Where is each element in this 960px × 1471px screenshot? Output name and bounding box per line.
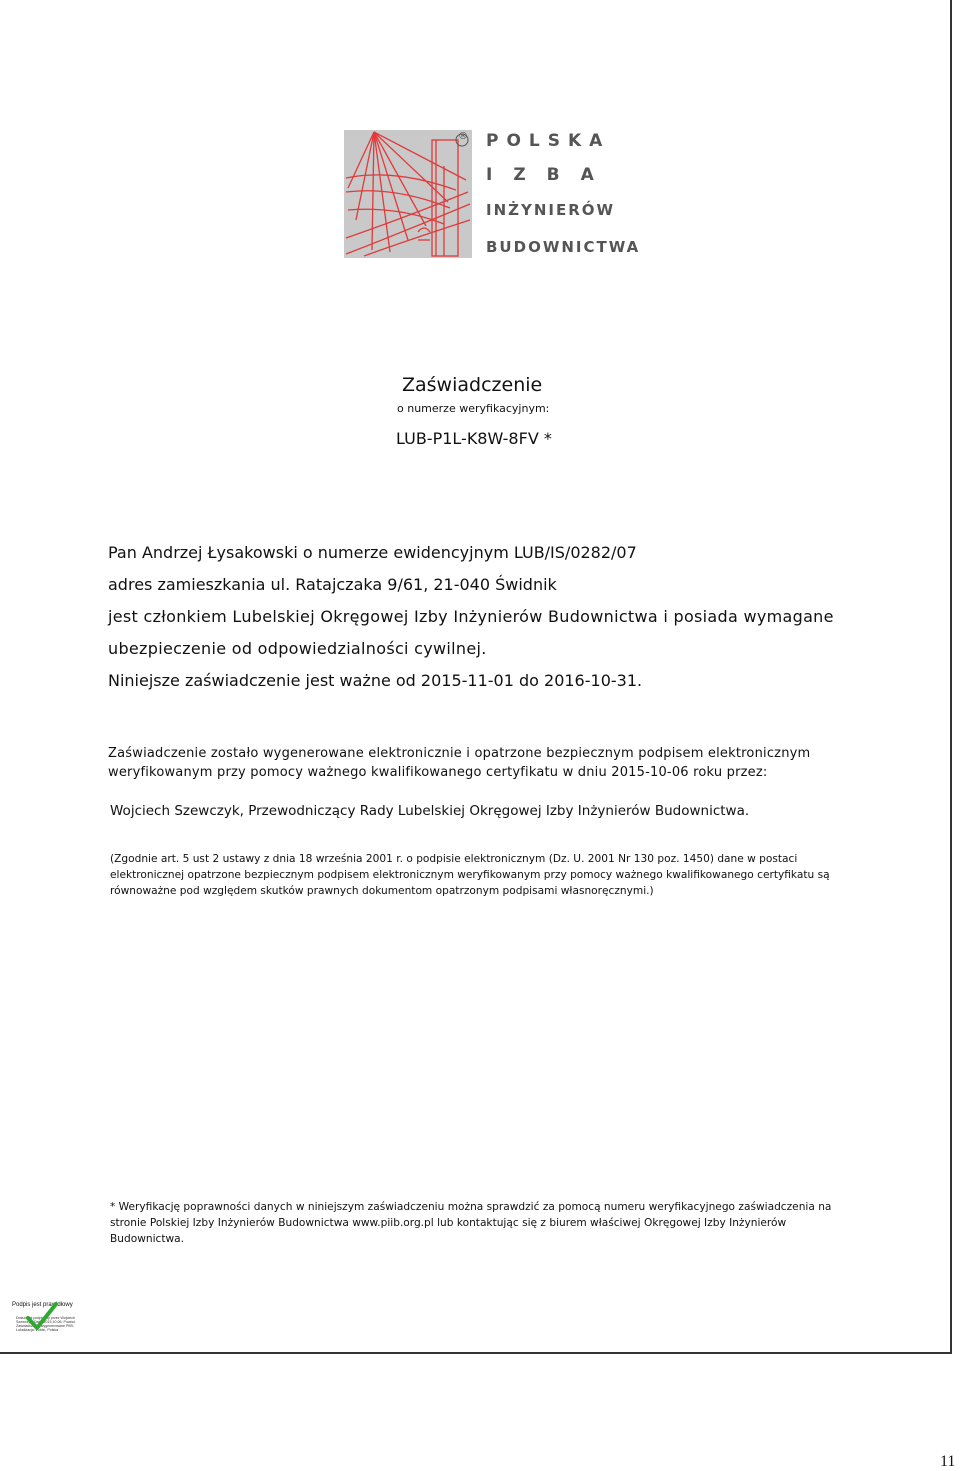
document-title: Zaświadczenie — [402, 374, 543, 396]
verification-code: LUB-P1L-K8W-8FV * — [396, 429, 552, 448]
piib-logo-graphic — [344, 130, 472, 258]
signer-line: Wojciech Szewczyk, Przewodniczący Rady Lubelskiej Okręgowej Izby Inżynierów Budownictwa. — [110, 803, 750, 819]
checkmark-icon — [26, 1302, 58, 1332]
footnote-line-3: Budownictwa. — [110, 1233, 185, 1245]
legal-note-line-3: równoważne pod względem skutków prawnych dokumentom opatrzonym podpisami własnoręcznymi.) — [110, 885, 654, 897]
footnote-line-1: * Weryfikację poprawności danych w niniejszym zaświadczeniu można sprawdzić za pomocą numeru weryfikacyjnego zaświadczenia na — [110, 1201, 832, 1213]
footnote-line-2: stronie Polskiej Izby Inżynierów Budownictwa www.piib.org.pl lub kontaktując się z biurem właściwej Okręgowej Izby Inżynierów — [110, 1217, 787, 1229]
legal-note-line-1: (Zgodnie art. 5 ust 2 ustawy z dnia 18 września 2001 r. o podpisie elektronicznym (Dz. U. 2001 Nr 130 poz. 1450) dane w postaci — [110, 853, 798, 865]
body-line-address: adres zamieszkania ul. Ratajczaka 9/61, 21-040 Świdnik — [108, 575, 557, 594]
logo-text-budownictwa: BUDOWNICTWA — [486, 238, 641, 256]
legal-note-line-2: elektronicznej opatrzone bezpiecznym podpisem elektronicznym weryfikowanym przy pomocy ważnego kwalifikowanego certyfikatu są — [110, 869, 830, 881]
body-line-insurance: ubezpieczenie od odpowiedzialności cywilnej. — [108, 639, 487, 658]
body-line-membership: jest członkiem Lubelskiej Okręgowej Izby Inżynierów Budownictwa i posiada wymagane — [108, 607, 834, 626]
logo-registered-mark: ® — [458, 131, 468, 142]
generation-line-2: weryfikowanym przy pomocy ważnego kwalifikowanego certyfikatu w dniu 2015-10-06 roku przez: — [108, 765, 768, 780]
body-line-validity: Niniejsze zaświadczenie jest ważne od 2015-11-01 do 2016-10-31. — [108, 671, 643, 690]
signature-status: Podpis jest prawidłowy — [12, 1302, 73, 1308]
body-line-member: Pan Andrzej Łysakowski o numerze ewidencyjnym LUB/IS/0282/07 — [108, 543, 637, 562]
document-subtitle: o numerze weryfikacyjnym: — [397, 402, 550, 415]
logo-text-izba: IZBA — [486, 165, 615, 185]
logo-text-inzynierow: INŻYNIERÓW — [486, 201, 616, 219]
signature-details: Dokument podpisany przez Wojciech Szewczyk; Data: 2015.10.06; Powód: Zaświadczenie wygenerowane PIIB; Lokalizacja: Lublin, Polska — [16, 1316, 76, 1332]
generation-line-1: Zaświadczenie zostało wygenerowane elektronicznie i opatrzone bezpiecznym podpisem elektronicznym — [108, 746, 811, 761]
page-number: 11 — [940, 1453, 956, 1470]
logo-text-polska: POLSKA — [486, 131, 611, 151]
